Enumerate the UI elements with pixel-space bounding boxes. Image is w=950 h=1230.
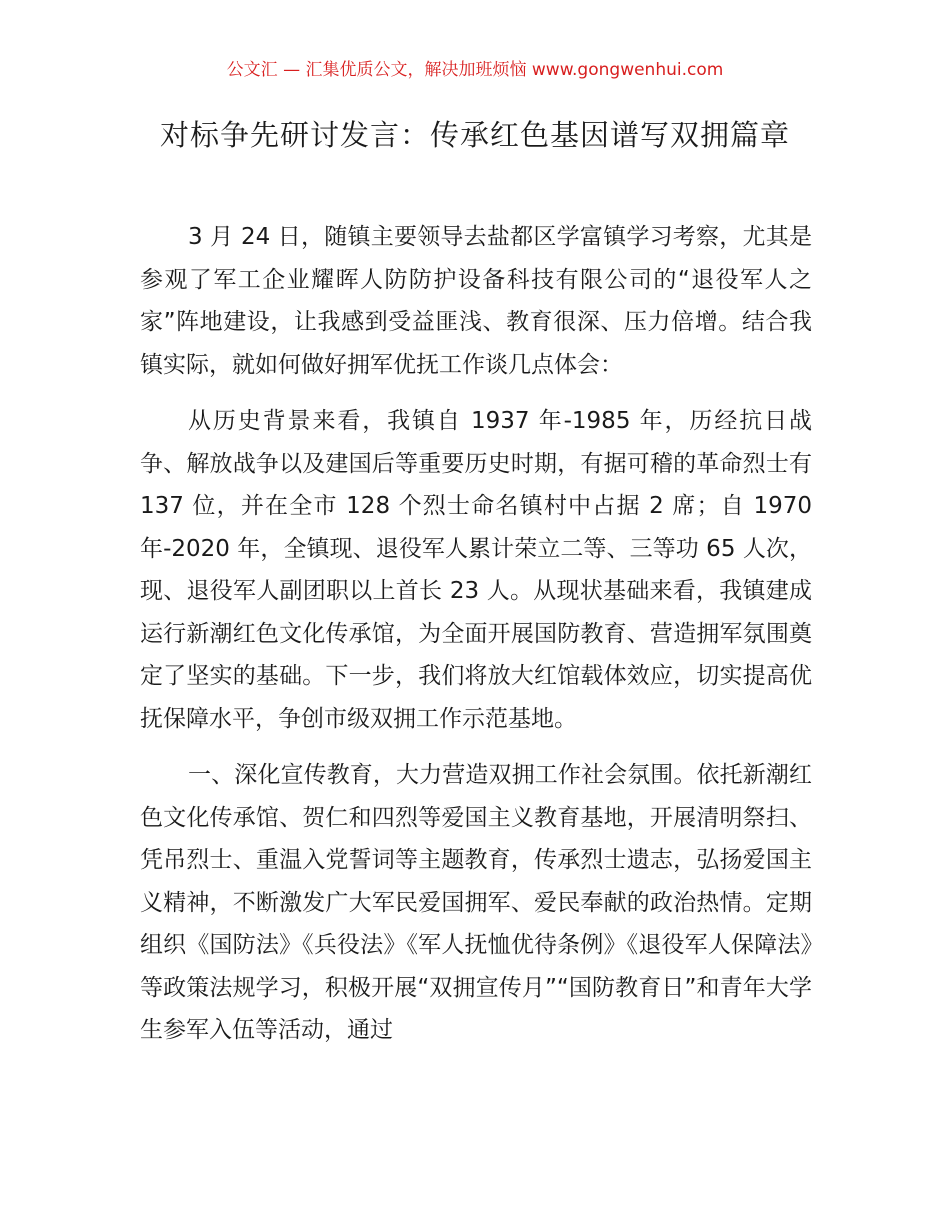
paragraph-intro: 3 月 24 日，随镇主要领导去盐都区学富镇学习考察，尤其是参观了军工企业耀晖人防防护设备科技有限公司的“退役军人之家”阵地建设，让我感到受益匪浅、教育很深、压力倍增。结合我镇实际，就如何做好拥军优抚工作谈几点体会：	[140, 224, 812, 378]
document-title: 对标争先研讨发言：传承红色基因谱写双拥篇章	[159, 118, 790, 152]
document-body	[140, 216, 812, 1066]
paragraph-section-one: 一、深化宣传教育，大力营造双拥工作社会氛围。依托新潮红色文化传承馆、贺仁和四烈等爱国主义教育基地，开展清明祭扫、凭吊烈士、重温入党誓词等主题教育，传承烈士遗志，弘扬爱国主义精神，不断激发广大军民爱国拥军、爱民奉献的政治热情。定期组织《国防法》《兵役法》《军人抚恤优待条例》《退役军人保障法》等政策法规学习，积极开展“双拥宣传月”“国防教育日”和青年大学生参军入伍等活动，通过	[140, 762, 812, 1043]
site-banner: 公文汇 — 汇集优质公文，解决加班烦恼 www.gongwenhui.com	[226, 60, 724, 80]
paragraph-background: 从历史背景来看，我镇自 1937 年-1985 年，历经抗日战争、解放战争以及建国后等重要历史时期，有据可稽的革命烈士有 137 位，并在全市 128 个烈士命名镇村中占据 2 席；自 1970 年-2020 年，全镇现、退役军人累计荣立二等、三等功 65 人次，现、退役军人副团职以上首长 23 人。从现状基础来看，我镇建成运行新潮红色文化传承馆，为全面开展国防教育、营造拥军氛围奠定了坚实的基础。下一步，我们将放大红馆载体效应，切实提高优抚保障水平，争创市级双拥工作示范基地。	[140, 408, 812, 732]
